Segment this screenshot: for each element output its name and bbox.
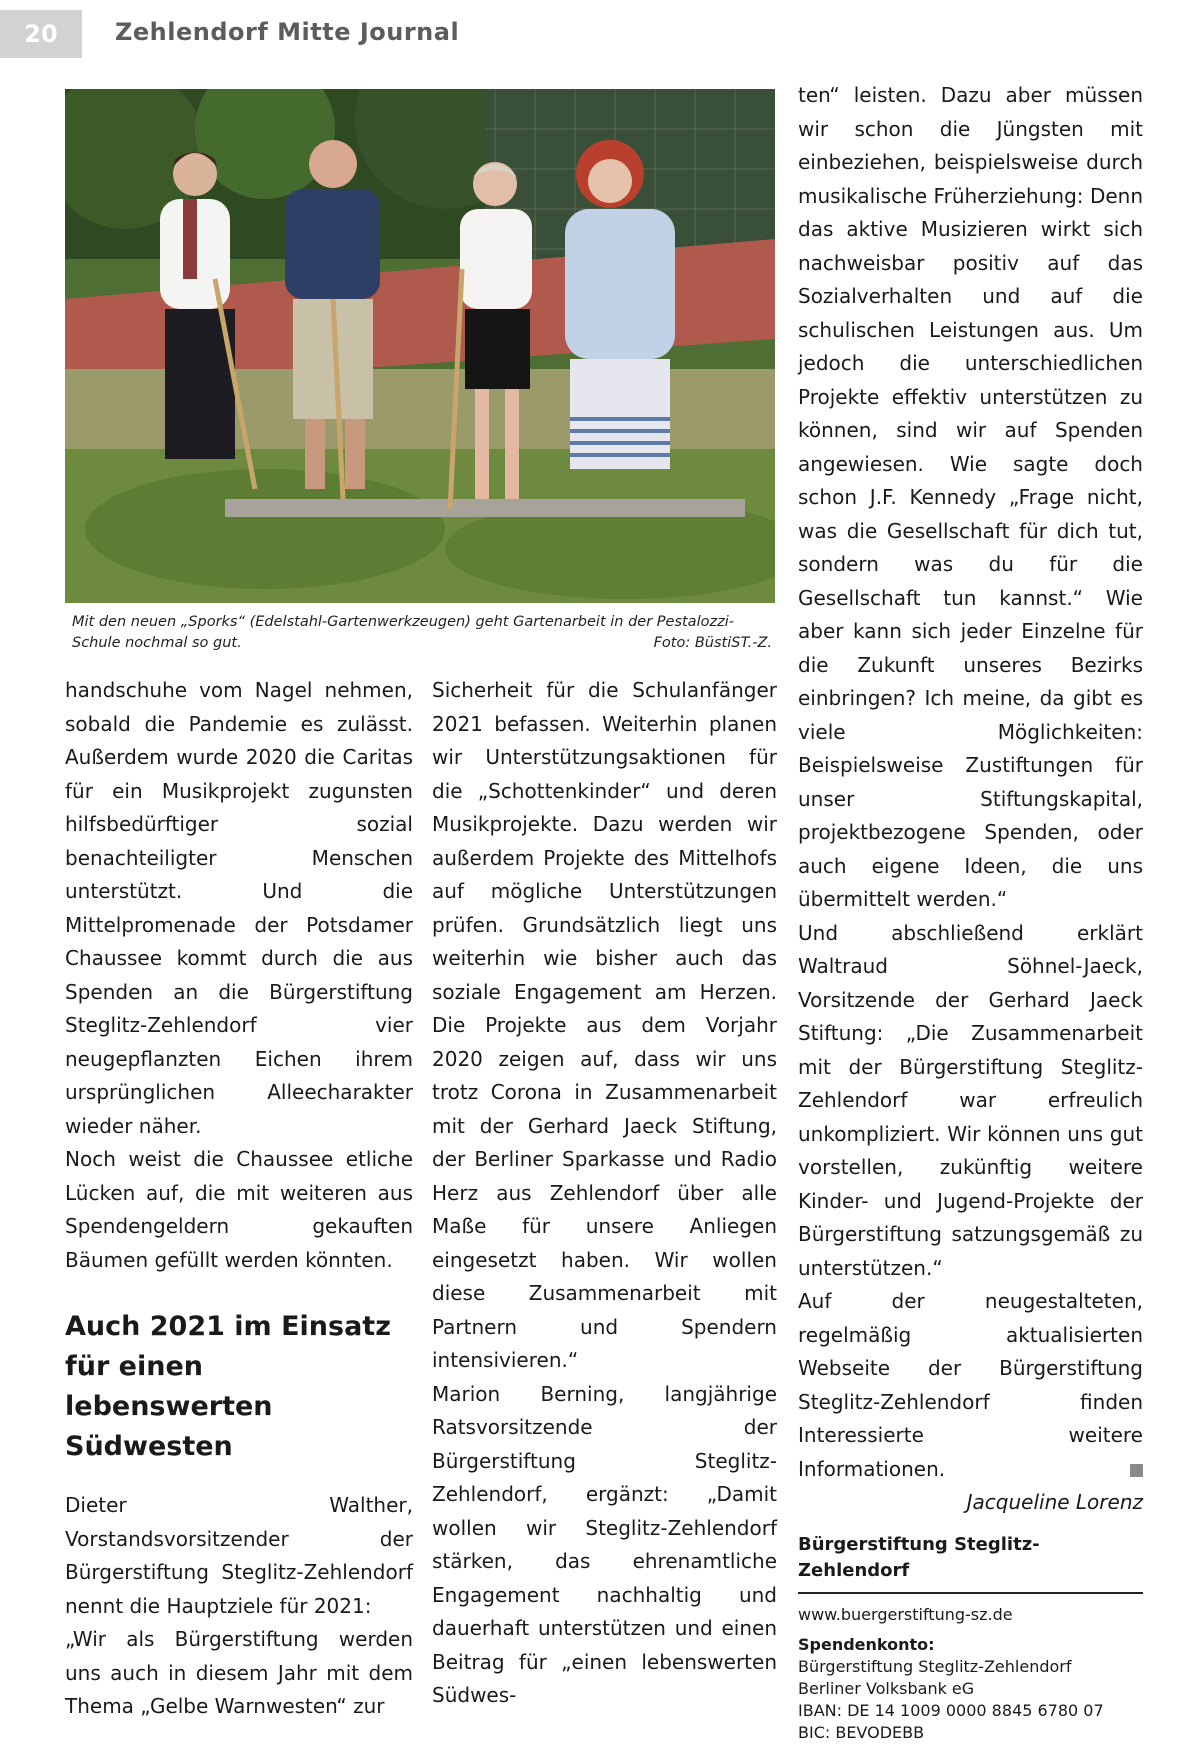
photo-credit: Foto: BüstiST.-Z. [653, 635, 772, 651]
author-byline: Jacqueline Lorenz [966, 1490, 1143, 1514]
account-label: Spendenkonto: [798, 1634, 935, 1654]
paragraph: Noch weist die Chaussee etliche Lücken auf, die mit weiteren aus Spendengeldern gekauften Bäumen gefüllt werden könnten. [65, 1147, 413, 1272]
paragraph-final [798, 1285, 1143, 1486]
account-holder: Bürgerstiftung Steglitz-Zehlendorf [798, 1656, 1072, 1676]
paragraph-text: Auf der neugestalteten, regelmäßig aktualisierten Webseite der Bürgerstiftung Steglitz-Zehlendorf finden Interessierte weitere Informationen. [798, 1289, 1143, 1481]
paragraph: handschuhe vom Nagel nehmen, sobald die Pandemie es zulässt. Außerdem wurde 2020 die Caritas für ein Musikprojekt zugunsten hilfsbedürftiger sozial benachteiligter Menschen unterstützt. Und die Mittelpromenade der Potsdamer Chaussee kommt durch die aus Spenden an die Bürgerstiftung Steglitz-Zehlendorf vier neugepflanzten Eichen ihrem ursprünglichen Alleecharakter wieder näher. [65, 678, 413, 1138]
bic: BIC: BEVODEBB [798, 1722, 925, 1742]
paragraph: Sicherheit für die Schulanfänger 2021 befassen. Weiterhin planen wir Unterstützungsaktionen für die „Schottenkinder“ und deren Musikprojekte. Dazu werden wir außerdem Projekte des Mittelhofs auf mögliche Unterstützungen prüfen. Grundsätzlich liegt uns weiterhin wie bisher auch das soziale Engagement am Herzen. Die Projekte aus dem Vorjahr 2020 zeigen auf, dass wir uns trotz Corona in Zusammenarbeit mit der Gerhard Jaeck Stiftung, der Berliner Sparkasse und Radio Herz aus Zehlendorf über alle Maße für unsere Anliegen eingesetzt haben. Wir wollen diese Zusammenarbeit mit Partnern und Spendern intensivieren.“ [432, 678, 777, 1372]
bank-name: Berliner Volksbank eG [798, 1678, 975, 1698]
article-column-3 [798, 79, 1143, 1744]
paragraph: Dieter Walther, Vorstandsvorsitzender der Bürgerstiftung Steglitz-Zehlendorf nennt die Hauptziele für 2021: [65, 1493, 413, 1618]
iban: IBAN: DE 14 1009 0000 8845 6780 07 [798, 1700, 1104, 1720]
end-mark-icon [1130, 1464, 1143, 1477]
article-column-2 [432, 674, 777, 1713]
photo-caption [72, 612, 772, 654]
paragraph: Und abschließend erklärt Waltraud Söhnel-Jaeck, Vorsitzende der Gerhard Jaeck Stiftung: „Die Zusammenarbeit mit der Bürgerstiftung Steglitz-Zehlendorf war erfreulich unkompliziert. Wir können uns gut vorstellen, zukünftig weitere Kinder- und Jugend-Projekte der Bürgerstiftung satzungsgemäß zu unterstützen.“ [798, 920, 1143, 1280]
website-link[interactable]: www.buergerstiftung-sz.de [798, 1604, 1013, 1624]
article-column-1 [65, 674, 413, 1724]
paragraph: ten“ leisten. Dazu aber müssen wir schon die Jüngsten mit einbeziehen, beispielsweise durch musikalische Früherziehung: Denn das aktive Musizieren wirkt sich nachweisbar positiv auf das Sozialverhalten und auf die schulischen Leistungen aus. Um jedoch die unterschiedlichen Projekte effektiv unterstützen zu können, sind wir auf Spenden angewiesen. Wie sagte doch schon J.F. Kennedy „Frage nicht, was die Gesellschaft für dich tut, sondern was du für die Gesellschaft tun kannst.“ Wie aber kann sich jeder Einzelne für die Zukunft unseres Bezirks einbringen? Ich meine, da gibt es viele Möglichkeiten: Beispielsweise Zustiftungen für unser Stiftungskapital, projektbezogene Spenden, oder auch eigene Ideen, die uns übermittelt werden.“ [798, 83, 1143, 911]
infobox-title: Bürgerstiftung Steglitz-Zehlendorf [798, 1532, 1143, 1594]
paragraph: „Wir als Bürgerstiftung werden uns auch in diesem Jahr mit dem Thema „Gelbe Warnwesten“ zur [65, 1627, 413, 1718]
page-number: 20 [0, 10, 82, 58]
infobox [798, 1604, 1143, 1744]
article-photo [65, 89, 775, 603]
journal-title: Zehlendorf Mitte Journal [115, 18, 460, 46]
section-heading: Auch 2021 im Einsatz für einen lebenswerten Südwesten [65, 1311, 391, 1462]
paragraph: Marion Berning, langjährige Ratsvorsitzende der Bürgerstiftung Steglitz-Zehlendorf, ergänzt: „Damit wollen wir Steglitz-Zehlendorf stärken, das ehrenamtliche Engagement nachhaltig und dauerhaft unterstützen und einen Beitrag für „einen lebenswerten Südwes- [432, 1381, 777, 1707]
caption-text: Mit den neuen „Sporks“ (Edelstahl-Gartenwerkzeugen) geht Gartenarbeit in der Pestalozzi-Schule nochmal so gut. [72, 614, 734, 651]
